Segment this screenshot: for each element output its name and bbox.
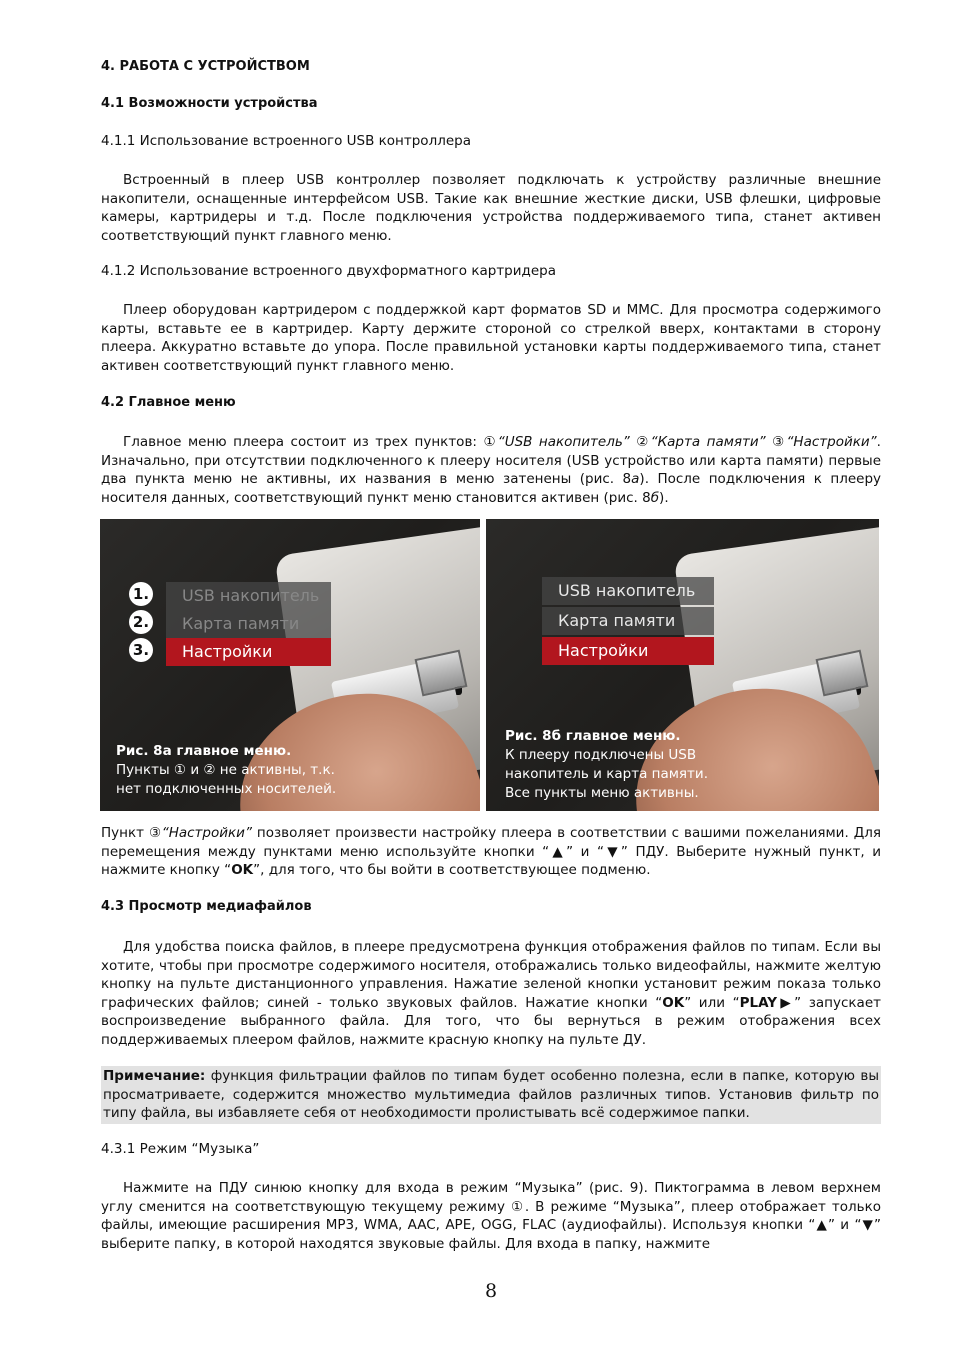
paragraph — [101, 824, 881, 880]
text-run: ). После подключения к плееру носителя данных, соответствующий пункт меню становится активен (рис. 8 — [101, 471, 882, 506]
menu-item-card: Карта памяти — [166, 610, 331, 638]
figure-8b-caption — [505, 727, 708, 803]
section-4-1-2-text — [101, 301, 881, 375]
menu-item-usb: USB накопитель — [542, 577, 714, 605]
section-4-2-text — [101, 433, 881, 507]
key-name: PLAY▶ — [739, 994, 795, 1011]
section-4-1-heading: 4.1 Возможности устройства — [101, 96, 318, 111]
section-4-2-heading: 4.2 Главное меню — [101, 395, 236, 410]
menu-item-settings: Настройки — [166, 638, 331, 666]
paragraph: Встроенный в плеер USB контроллер позволяет подключать к устройству различные внешние накопители, оснащенные интерфейсом USB. Такие как внешние жесткие диски, USB флешки, цифровые камеры, картридеры и т.д. После подключения устройства поддерживаемого типа, станет активен соответствующий пункт главного меню. — [101, 172, 881, 244]
menu-item-name: “Настройки” — [786, 434, 877, 450]
paragraph — [101, 433, 881, 507]
note-text: функция фильтрации файлов по типам будет особенно полезна, если в папке, которую вы просматриваете, содержится множество мультимедиа файлов различных типов. Установив фильтр по типу файла, вы избавляете себя от необходимости пролистывать всё содержимое папки. — [103, 1068, 879, 1121]
menu-item-name: “Карта памяти” — [650, 434, 766, 450]
caption-line: Все пункты меню активны. — [505, 785, 699, 801]
text-run: ). — [659, 489, 669, 506]
text-run: позволяет произвести настройку плеера в соответствии с вашими пожеланиями. Для перемещения между пунктами меню используйте кнопки “▲” и “▼” ПДУ. Выберите нужный пункт, и нажмите кнопку “ — [101, 825, 881, 878]
circled-number: ② — [636, 434, 651, 450]
section-4-3-text — [101, 938, 881, 1049]
text-run: Для удобства поиска файлов, в плеере предусмотрена функция отображения файлов по типам. Если вы хотите, чтобы при просмотре содержимого носителя, отображались только видеофайлы, нажмите желтую кнопку на пульте дистанционного управления. Нажатие зеленой кнопки установит режим показа только графических файлов; синей - только звуковых файлов. Нажатие кнопки “ — [101, 939, 881, 1011]
figure-ref: б — [650, 489, 660, 506]
page-number: 8 — [484, 1280, 498, 1302]
note-label: Примечание: — [103, 1068, 206, 1084]
circled-number: ① — [483, 434, 498, 450]
text-run: Главное меню плеера состоит из трех пунктов: — [123, 434, 484, 450]
section-4-heading: 4. РАБОТА С УСТРОЙСТВОМ — [101, 59, 310, 74]
badge-3: 3. — [129, 638, 153, 662]
badge-1: 1. — [129, 582, 153, 606]
section-4-3-heading: 4.3 Просмотр медиафайлов — [101, 899, 312, 914]
section-4-3-1-heading: 4.3.1 Режим “Музыка” — [101, 1141, 260, 1157]
section-4-1-1-heading: 4.1.1 Использование встроенного USB контроллера — [101, 133, 471, 149]
text-run: . Изначально, при отсутствии подключенного к плееру носителя (USB устройство или карта памяти) первые два пункта меню не активны, их названия в меню затенены (рис. 8 — [101, 434, 881, 487]
key-name: OK — [231, 862, 254, 878]
caption-line: К плееру подключены USB — [505, 747, 697, 763]
figure-8b — [486, 519, 879, 811]
text-run: ” запускает воспроизведение выбранного файла. Для того, что бы вернуться в режим отображения всех поддерживаемых плеером файлов, нажмите красную кнопку на пульте ДУ. — [101, 994, 881, 1048]
section-4-1-1-text — [101, 171, 881, 245]
figure-ref: а — [631, 471, 640, 487]
badge-2: 2. — [129, 610, 153, 634]
text-run: ”, для того, что бы войти в соответствующее подменю. — [253, 862, 651, 878]
menu-item-usb: USB накопитель — [166, 582, 331, 610]
paragraph: Нажмите на ПДУ синюю кнопку для входа в режим “Музыка” (рис. 9). Пиктограмма в левом верхнем углу сменится на соответствующую текущему режиму ①. В режиме “Музыка”, плеер отображает только файлы, имеющие расширения MP3, WMA, AAC, APE, OGG, FLAC (аудиофайлы). Используя кнопки “▲” и “▼” выберите папку, в которой находятся звуковые файлы. Для входа в папку, нажмите — [101, 1180, 881, 1252]
circled-number: ③ — [772, 434, 787, 450]
key-name: OK — [662, 994, 685, 1011]
text-run: Пункт ③ — [101, 825, 162, 841]
caption-line: Пункты ① и ② не активны, т.к. — [116, 762, 335, 778]
menu-item-card: Карта памяти — [542, 607, 714, 635]
menu-item-name: “USB накопитель” — [497, 434, 630, 450]
figure-8a-caption — [116, 742, 336, 799]
paragraph — [101, 938, 881, 1049]
caption-line: накопитель и карта памяти. — [505, 766, 708, 782]
settings-paragraph — [101, 824, 881, 880]
menu-item-settings: Настройки — [542, 637, 714, 665]
caption-line: нет подключенных носителей. — [116, 781, 337, 797]
caption-title: Рис. 8а главное меню. — [116, 743, 292, 759]
caption-title: Рис. 8б главное меню. — [505, 728, 681, 744]
paragraph: Плеер оборудован картридером с поддержкой карт форматов SD и MMC. Для просмотра содержимого карты, вставьте ее в картридер. Карту держите стороной со стрелкой вверх, контактами в сторону плеера. Аккуратно вставьте до упора. После правильной установки карты поддерживаемого типа, станет активен соответствующий пункт главного меню. — [101, 302, 881, 374]
note-box — [101, 1066, 881, 1124]
figure-8a — [100, 519, 480, 811]
menu-item-name: “Настройки” — [161, 825, 252, 841]
text-run: ” или “ — [684, 994, 740, 1011]
section-4-1-2-heading: 4.1.2 Использование встроенного двухформатного картридера — [101, 263, 557, 279]
section-4-3-1-text — [101, 1179, 881, 1253]
